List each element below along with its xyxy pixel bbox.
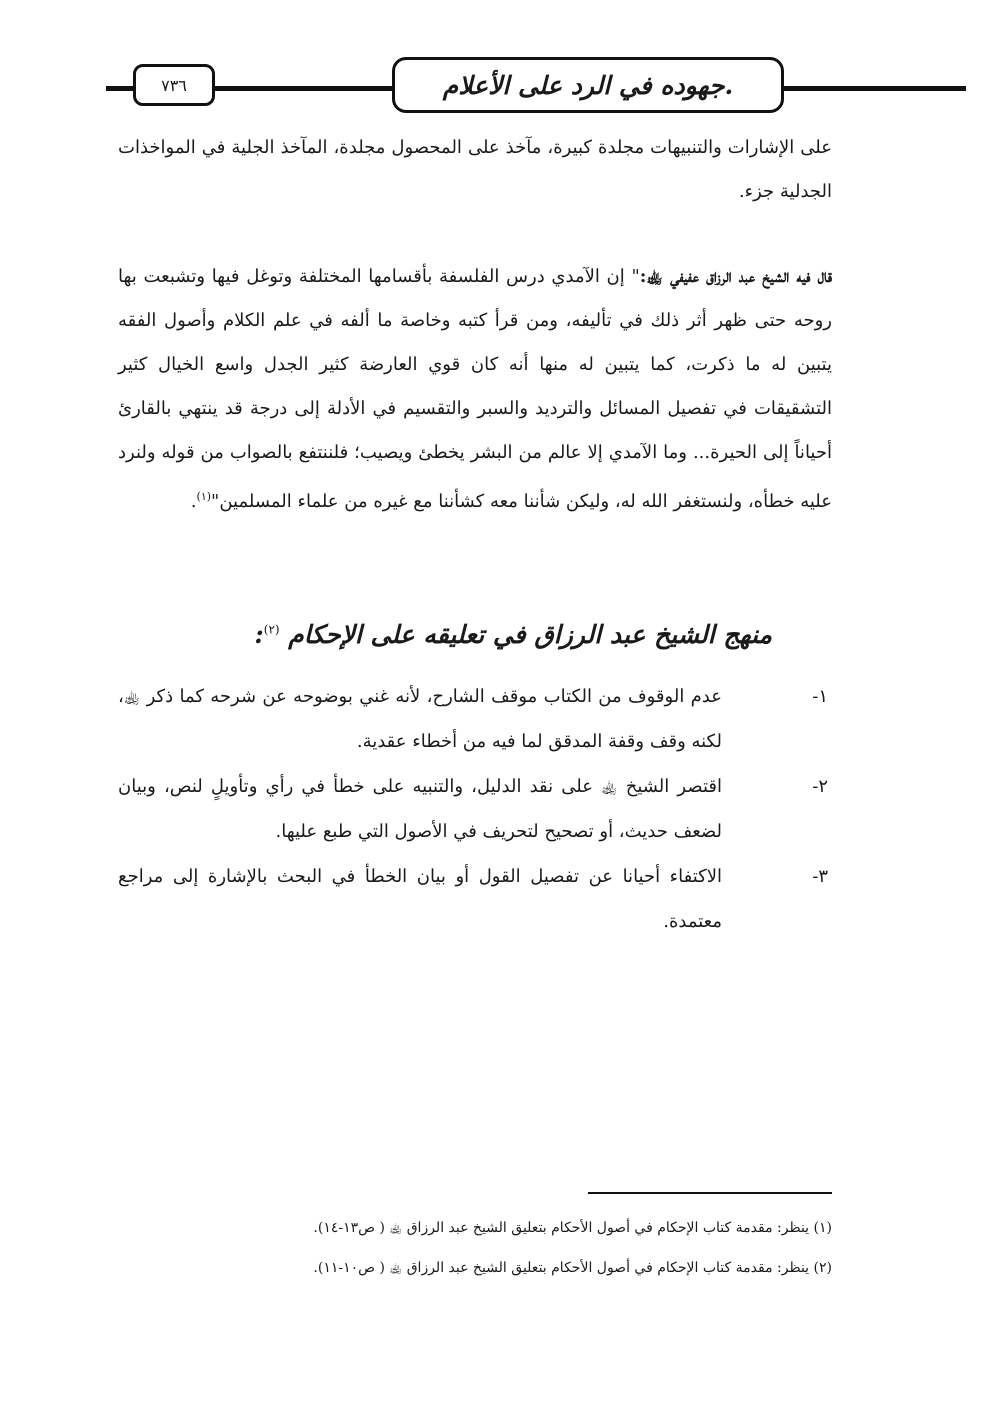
section-heading-text: منهج الشيخ عبد الرزاق في تعليقه على الإحكام [288,620,772,649]
footnote-ref-1[interactable]: (١) [196,490,212,503]
list-item [118,674,832,764]
quote-text: " إن الآمدي درس الفلسفة بأقسامها المختلفة وتوغل فيها وتشبعت بها روحه حتى ظهر أثر ذلك في تأليفه، ومن قرأ كتبه وخاصة ما ألفه في علم الكلام وأصول الفقه يتبين له ما ذكرت، كما يتبين له منها أنه كان قوي العارضة كثير الجدل واسع الخيال كثير التشقيقات في تفصيل المسائل والترديد والسبر والتقسيم في الأدلة إلى درجة قد ينتهي بالقارئ أحياناً إلى الحيرة... وما الآمدي إلا عالم من البشر يخطئ ويصيب؛ فلننتفع بالصواب من قوله ولنرد عليه خطأه، ولنستغفر الله له، وليكن شأننا معه كشأننا مع غيره من علماء المسلمين" [118,266,832,512]
quote-end: . [190,491,197,512]
list-item [118,854,832,944]
list-item-text: اقتصر الشيخ ﵀ على نقد الدليل، والتنبيه على خطأ في رأي وتأويلٍ لنص، وبيان لضعف حديث، أو تصحيح لتحريف في الأصول التي طبع عليها. [118,776,722,842]
footnotes [118,1208,832,1288]
section-heading-end: : [254,620,264,649]
list-item-text: الاكتفاء أحيانا عن تفصيل القول أو بيان الخطأ في البحث بالإشارة إلى مراجع معتمدة. [118,866,722,932]
footnote-separator [588,1192,832,1194]
section-heading [118,620,772,649]
list-item-number: ٢- [812,776,828,797]
list-item [118,764,832,854]
list-item-number: ١- [812,686,828,707]
quote-speaker: قال فيه الشيخ عبد الرزاق عفيفي ﵀: [639,266,832,287]
running-title-text: جهوده في الرد على الأعلام. [442,70,734,100]
method-list [118,674,832,944]
page-number-text: ٧٣٦ [161,75,187,95]
running-title [392,57,784,113]
page-number [133,64,215,106]
footnote-1: (١) ينظر: مقدمة كتاب الإحكام في أصول الأحكام بتعليق الشيخ عبد الرزاق ﵀ ( ص١٣-١٤). [313,1220,832,1236]
list-item-number: ٣- [812,866,828,887]
footnote-2: (٢) ينظر: مقدمة كتاب الإحكام في أصول الأحكام بتعليق الشيخ عبد الرزاق ﵀ ( ص١٠-١١). [313,1260,832,1276]
paragraph-2 [118,255,832,524]
footnote-ref-2[interactable]: (٢) [263,622,280,637]
list-item-text: عدم الوقوف من الكتاب موقف الشارح، لأنه غني بوضوحه عن شرحه كما ذكر ﵀، لكنه وقف وقفة المدقق لما فيه من أخطاء عقدية. [118,686,722,752]
paragraph-1: على الإشارات والتنبيهات مجلدة كبيرة، مآخذ على المحصول مجلدة، المآخذ الجلية في المواخذات الجدلية جزء. [118,137,832,202]
